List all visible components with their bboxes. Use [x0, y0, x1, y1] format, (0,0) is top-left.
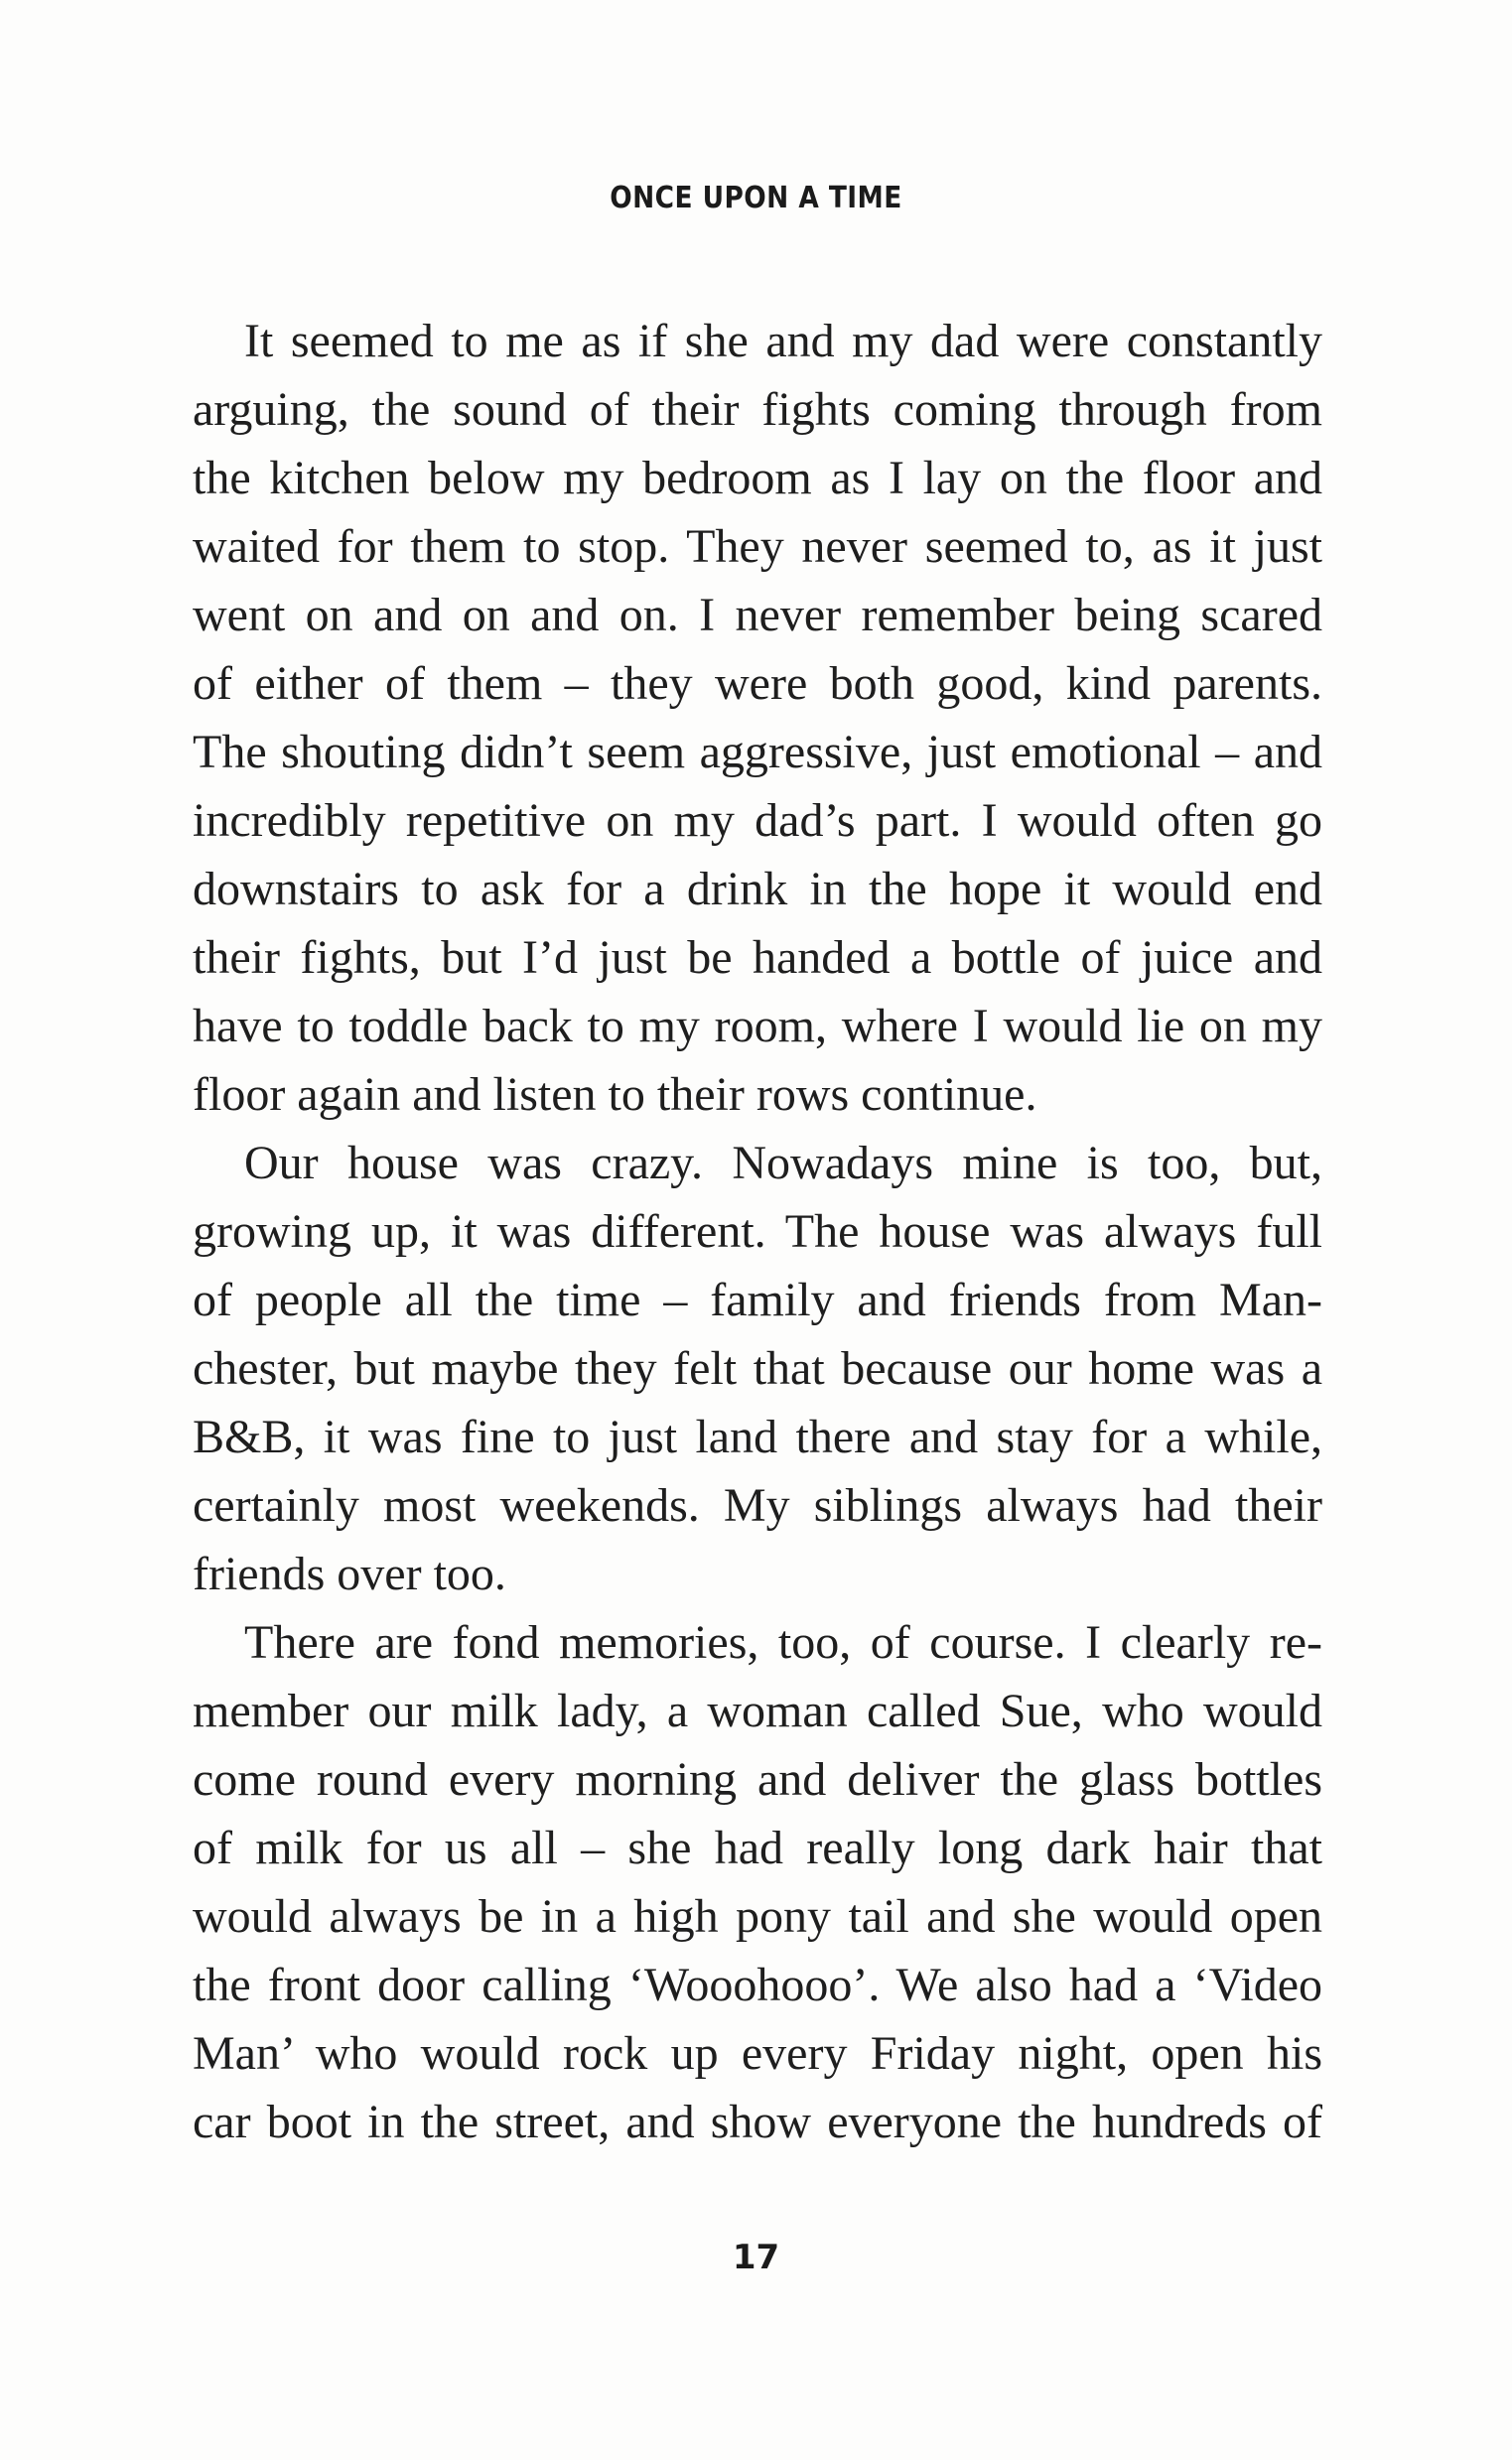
text-line: It seemed to me as if she and my dad were constantly: [244, 315, 1322, 367]
text-line: growing up, it was different. The house was always full: [193, 1205, 1322, 1258]
running-head: ONCE UPON A TIME: [610, 181, 902, 215]
text-line: car boot in the street, and show everyone the hundreds of: [193, 2096, 1322, 2148]
text-line: have to toddle back to my room, where I would lie on my: [193, 1000, 1322, 1052]
text-line: would always be in a high pony tail and she would open: [193, 1890, 1322, 1943]
text-line: the kitchen below my bedroom as I lay on the floor and: [193, 452, 1322, 504]
page-number: 17: [732, 2238, 780, 2277]
text-line: floor again and listen to their rows continue.: [193, 1068, 1037, 1121]
body-text: [193, 307, 1322, 2156]
text-line: incredibly repetitive on my dad’s part. I would often go: [193, 794, 1322, 847]
text-line: come round every morning and deliver the glass bottles: [193, 1753, 1322, 1806]
text-line: the front door calling ‘Wooohooo’. We also had a ‘Video: [193, 1959, 1322, 2011]
text-line: There are fond memories, too, of course. I clearly re-: [244, 1616, 1322, 1669]
text-line: of people all the time – family and friends from Man-: [193, 1274, 1322, 1326]
text-line: went on and on and on. I never remember being scared: [193, 589, 1322, 641]
text-line: friends over too.: [193, 1548, 506, 1600]
text-line: waited for them to stop. They never seemed to, as it just: [193, 520, 1322, 573]
text-line: B&B, it was fine to just land there and stay for a while,: [193, 1411, 1322, 1463]
text-line: chester, but maybe they felt that because our home was a: [193, 1342, 1322, 1395]
text-line: Our house was crazy. Nowadays mine is too, but,: [244, 1137, 1322, 1189]
text-line: of milk for us all – she had really long dark hair that: [193, 1822, 1322, 1874]
text-line: member our milk lady, a woman called Sue, who would: [193, 1685, 1322, 1737]
text-line: their fights, but I’d just be handed a bottle of juice and: [193, 931, 1322, 984]
text-line: Man’ who would rock up every Friday night, open his: [193, 2027, 1322, 2080]
text-line: certainly most weekends. My siblings always had their: [193, 1479, 1322, 1532]
text-line: arguing, the sound of their fights coming through from: [193, 383, 1322, 436]
text-line: The shouting didn’t seem aggressive, just emotional – and: [193, 726, 1322, 778]
text-line: downstairs to ask for a drink in the hope it would end: [193, 863, 1322, 915]
text-line: of either of them – they were both good, kind parents.: [193, 657, 1322, 710]
